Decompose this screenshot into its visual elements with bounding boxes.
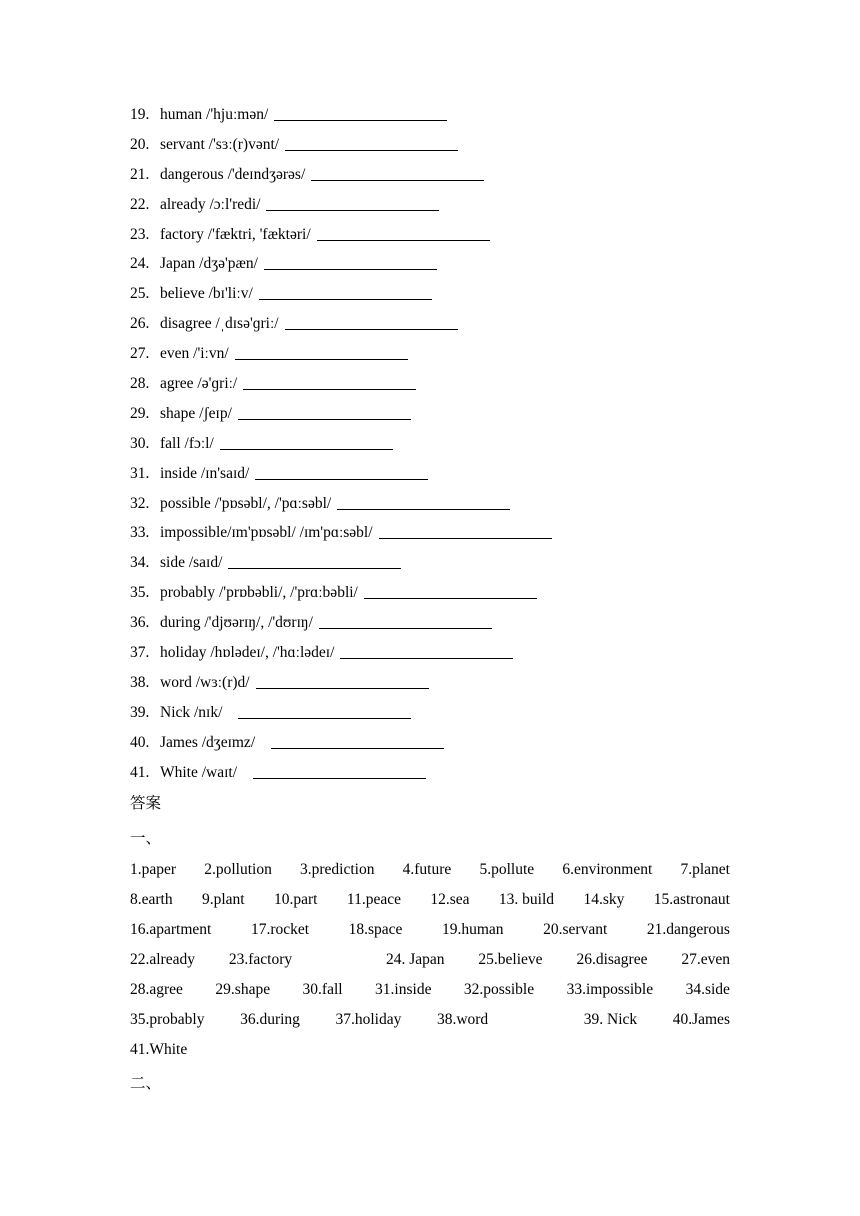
answer-word: 26.disagree [576,951,648,968]
answer-blank[interactable] [340,641,513,659]
answer-word: 23.factory [228,951,293,968]
vocab-item [130,163,770,193]
answer-word: 28.agree [130,981,183,998]
answer-word: 35.probably [130,1011,205,1028]
answer-row [130,888,730,918]
item-word: Nick /nɪk/ [160,703,223,721]
answer-blank[interactable] [379,521,552,539]
item-word: White /waɪt/ [160,763,238,781]
item-word: probably /'prɒbəbli/, /'prɑːbəbli/ [160,584,358,602]
answer-row [130,858,730,888]
item-word: fall /fɔːl/ [160,434,214,452]
answer-word: 36.during [240,1011,300,1028]
item-word: side /saɪd/ [160,554,223,572]
answer-word: 9.plant [202,891,245,908]
answer-blank[interactable] [317,223,490,241]
vocab-list [130,103,770,790]
vocab-item [130,282,770,312]
answer-blank[interactable] [264,252,437,270]
vocab-item [130,372,770,402]
item-number: 26. [130,315,150,333]
answer-block [130,858,730,1068]
answer-blank[interactable] [220,432,393,450]
section-two-label: 二、 [130,1074,162,1092]
answer-word: 37.holiday [335,1011,402,1028]
item-word: Japan /dʒə'pæn/ [160,255,258,273]
answer-word: 33.impossible [566,981,654,998]
vocab-item [130,581,770,611]
answer-row [130,1008,730,1038]
section-one-label: 一、 [130,829,162,847]
vocab-item [130,701,770,731]
answer-word: 12.sea [430,891,470,908]
item-number: 39. [130,703,150,721]
answer-blank[interactable] [311,163,484,181]
vocab-item [130,252,770,282]
item-word: possible /'pɒsəbl/, /'pɑːsəbl/ [160,494,332,512]
answer-word: 15.astronaut [653,891,730,908]
item-number: 29. [130,404,150,422]
answer-blank[interactable] [271,731,444,749]
item-number: 35. [130,584,150,602]
answer-word: 1.paper [130,861,177,878]
item-number: 32. [130,494,150,512]
vocab-item [130,521,770,551]
item-word: James /dʒeɪmz/ [160,733,256,751]
answer-blank[interactable] [228,551,401,569]
answer-word: 40.James [672,1011,730,1028]
item-word: word /wɜː(r)d/ [160,673,250,691]
answer-word: 17.rocket [250,921,310,938]
vocab-item [130,402,770,432]
vocab-item [130,342,770,372]
answer-blank[interactable] [238,402,411,420]
answer-word: 11.peace [346,891,401,908]
vocab-item [130,492,770,522]
answer-word: 30.fall [302,981,343,998]
vocab-item [130,671,770,701]
item-number: 22. [130,195,150,213]
vocab-item [130,641,770,671]
item-word: factory /'fæktri, 'fæktəri/ [160,225,311,243]
answer-blank[interactable] [337,492,510,510]
vocab-item [130,432,770,462]
item-number: 20. [130,135,150,153]
answer-word: 39. Nick [583,1011,638,1028]
item-word: disagree /ˌdɪsə'ɡriː/ [160,315,279,333]
item-number: 23. [130,225,150,243]
answer-word: 20.servant [543,921,608,938]
item-number: 36. [130,614,150,632]
item-word: human /'hjuːmən/ [160,106,269,123]
answer-blank[interactable] [238,701,411,719]
answer-blank[interactable] [235,342,408,360]
vocab-item [130,731,770,761]
answer-word: 3.prediction [300,861,375,878]
answer-row [130,1038,730,1068]
answer-word: 21.dangerous [646,921,730,938]
item-word: even /'iːvn/ [160,345,229,363]
item-word: holiday /hɒlədeɪ/, /'hɑːlədeɪ/ [160,644,335,662]
item-word: servant /'sɜː(r)vənt/ [160,135,280,153]
answer-row [130,948,730,978]
item-number: 34. [130,554,150,572]
answer-blank[interactable] [285,312,458,330]
answer-blank[interactable] [253,761,426,779]
answer-blank[interactable] [255,462,428,480]
answer-word: 10.part [274,891,318,908]
answer-blank[interactable] [243,372,416,390]
item-number: 40. [130,733,150,751]
vocab-item [130,312,770,342]
answer-word: 8.earth [130,891,173,908]
item-word: impossible/ɪm'pɒsəbl/ /ɪm'pɑːsəbl/ [160,524,373,542]
item-number: 21. [130,165,150,183]
answer-word: 31.inside [375,981,432,998]
answer-word: 7.planet [680,861,730,878]
answer-word: 19.human [442,921,504,938]
answer-word: 32.possible [463,981,535,998]
item-number: 41. [130,763,150,781]
answer-word: 14.sky [583,891,625,908]
answer-blank[interactable] [266,193,439,211]
item-word: agree /ə'ɡriː/ [160,375,238,393]
item-word: shape /ʃeɪp/ [160,404,232,422]
answer-word: 4.future [402,861,452,878]
answer-row [130,918,730,948]
answer-blank[interactable] [274,103,447,121]
answer-heading: 答案 [130,794,162,812]
item-number: 27. [130,345,150,363]
answer-blank[interactable] [259,282,432,300]
vocab-item [130,133,770,163]
answer-row [130,978,730,1008]
item-word: believe /bɪ'liːv/ [160,285,253,303]
answer-word: 16.apartment [130,921,212,938]
answer-blank[interactable] [256,671,429,689]
answer-blank[interactable] [319,611,492,629]
item-word: dangerous /'deɪndʒərəs/ [160,165,306,183]
vocab-item [130,193,770,223]
item-number: 31. [130,464,150,482]
answer-word: 13. build [498,891,555,908]
item-word: inside /ɪn'saɪd/ [160,464,250,482]
answer-word: 38.word [436,1011,489,1028]
answer-word: 2.pollution [204,861,272,878]
answer-word: 18.space [348,921,403,938]
vocab-item [130,761,770,791]
answer-word: 25.believe [478,951,543,968]
item-word: already /ɔːl'redi/ [160,195,261,213]
vocab-item [130,551,770,581]
vocab-item [130,103,770,133]
vocab-item [130,611,770,641]
vocab-item [130,462,770,492]
answer-word: 5.pollute [479,861,535,878]
answer-blank[interactable] [364,581,537,599]
item-number: 24. [130,255,150,273]
item-number: 30. [130,434,150,452]
item-number: 37. [130,644,150,662]
answer-word: 29.shape [215,981,271,998]
answer-word: 24. Japan [386,951,445,968]
item-number: 25. [130,285,150,303]
vocab-item [130,223,770,253]
item-number: 33. [130,524,150,542]
answer-blank[interactable] [285,133,458,151]
answer-word: 41.White [130,1041,188,1058]
answer-word: 27.even [681,951,730,968]
item-word: during /'djʊərɪŋ/, /'dʊrɪŋ/ [160,614,313,632]
item-number: 38. [130,673,150,691]
item-number: 28. [130,375,150,393]
answer-word: 22.already [130,951,195,968]
answer-word: 34.side [685,981,730,998]
item-number: 19. [130,106,150,123]
answer-word: 6.environment [562,861,653,878]
